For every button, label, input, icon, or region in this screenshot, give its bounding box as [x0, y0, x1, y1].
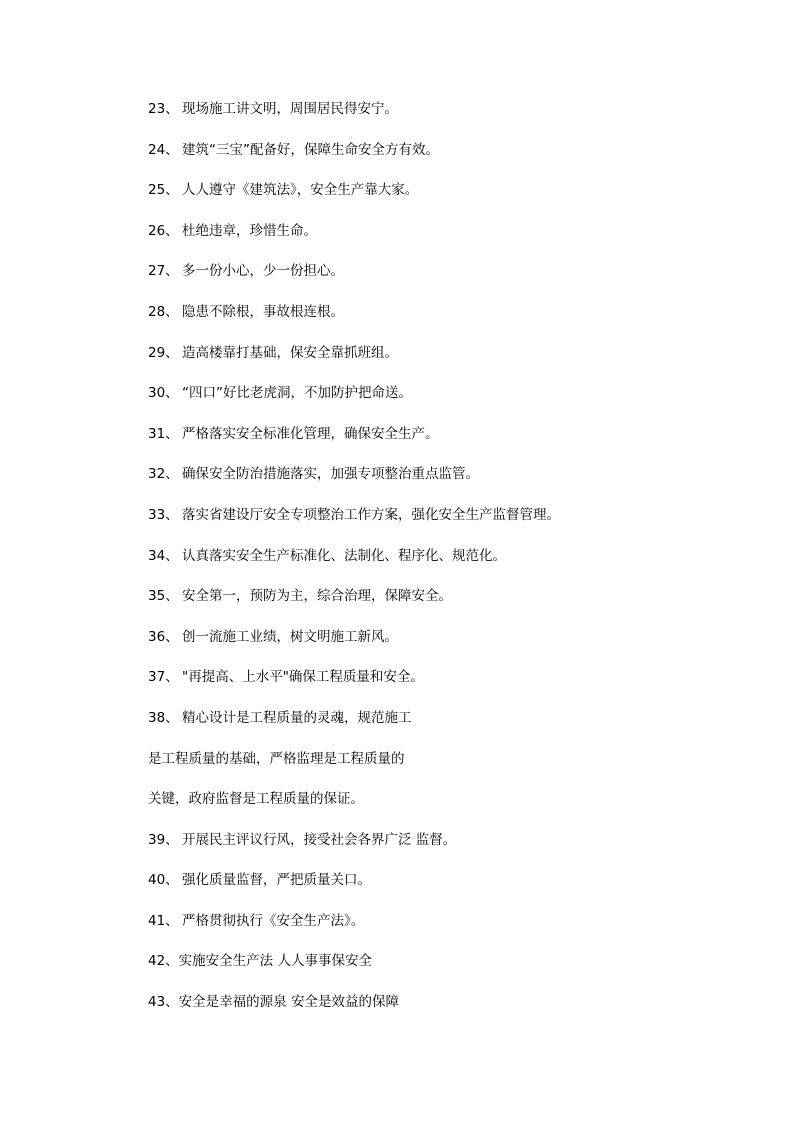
- list-item: [148, 383, 768, 424]
- item-text: 落实省建设厅安全专项整治工作方案，强化安全生产监督管理。: [182, 506, 560, 523]
- item-text: 严格贯彻执行《安全生产法》。: [182, 912, 365, 929]
- item-text: 是工程质量的基础，严格监理是工程质量的: [148, 750, 405, 767]
- item-text: 42、实施安全生产法 人人事事保安全: [148, 953, 372, 970]
- list-item: [148, 424, 768, 465]
- list-item: [148, 951, 768, 992]
- item-text: 确保安全防治措施落实，加强专项整治重点监管。: [182, 466, 479, 483]
- item-number: 39、: [148, 831, 179, 848]
- list-item: [148, 180, 768, 221]
- item-number: 24、: [148, 141, 179, 158]
- item-text: "再提高、上水平"确保工程质量和安全。: [182, 669, 424, 686]
- slogan-list: [148, 99, 768, 1033]
- list-item: [148, 870, 768, 911]
- item-text: 安全第一，预防为主，综合治理，保障安全。: [182, 588, 452, 605]
- list-item-continuation: [148, 789, 768, 830]
- item-number: 37、: [148, 669, 179, 686]
- list-item: [148, 505, 768, 546]
- item-number: 32、: [148, 466, 179, 483]
- list-item: [148, 343, 768, 384]
- item-text: 建筑“三宝”配备好，保障生命安全方有效。: [182, 141, 439, 158]
- item-number: 28、: [148, 303, 179, 320]
- item-text: 精心设计是工程质量的灵魂，规范施工: [182, 709, 412, 726]
- list-item: [148, 99, 768, 140]
- list-item: [148, 464, 768, 505]
- item-number: 35、: [148, 588, 179, 605]
- list-item: [148, 667, 768, 708]
- item-number: 26、: [148, 222, 179, 239]
- item-text: 43、安全是幸福的源泉 安全是效益的保障: [148, 994, 399, 1011]
- item-number: 36、: [148, 628, 179, 645]
- item-number: 34、: [148, 547, 179, 564]
- item-text: 造高楼靠打基础，保安全靠抓班组。: [182, 344, 398, 361]
- list-item: [148, 992, 768, 1033]
- list-item: [148, 221, 768, 262]
- item-text: 杜绝违章，珍惜生命。: [182, 222, 317, 239]
- item-text: 认真落实安全生产标准化、法制化、程序化、规范化。: [182, 547, 506, 564]
- item-number: 41、: [148, 912, 179, 929]
- item-text: 现场施工讲文明，周围居民得安宁。: [182, 101, 398, 117]
- list-item: [148, 546, 768, 587]
- list-item-continuation: [148, 749, 768, 790]
- item-number: 38、: [148, 709, 179, 726]
- item-text: 创一流施工业绩，树文明施工新风。: [182, 628, 398, 645]
- item-number: 33、: [148, 506, 179, 523]
- item-text: 开展民主评议行风，接受社会各界广泛 监督。: [182, 831, 457, 848]
- item-text: 强化质量监督，严把质量关口。: [182, 872, 371, 889]
- item-text: 多一份小心，少一份担心。: [182, 263, 344, 280]
- item-number: 40、: [148, 872, 179, 889]
- list-item: [148, 586, 768, 627]
- item-number: 25、: [148, 182, 179, 199]
- list-item: [148, 830, 768, 871]
- item-number: 29、: [148, 344, 179, 361]
- list-item: [148, 261, 768, 302]
- item-text: 严格落实安全标准化管理，确保安全生产。: [182, 425, 439, 442]
- list-item: [148, 302, 768, 343]
- list-item: [148, 140, 768, 181]
- item-text: 人人遵守《建筑法》，安全生产靠大家。: [182, 182, 419, 199]
- list-item: [148, 911, 768, 952]
- item-text: 关键，政府监督是工程质量的保证。: [148, 791, 364, 808]
- item-text: “四口”好比老虎洞，不加防护把命送。: [182, 385, 412, 402]
- item-text: 隐患不除根，事故根连根。: [182, 303, 344, 320]
- item-number: 23、: [148, 101, 179, 117]
- item-number: 27、: [148, 263, 179, 280]
- item-number: 30、: [148, 385, 179, 402]
- list-item: [148, 708, 768, 749]
- list-item: [148, 627, 768, 668]
- item-number: 31、: [148, 425, 179, 442]
